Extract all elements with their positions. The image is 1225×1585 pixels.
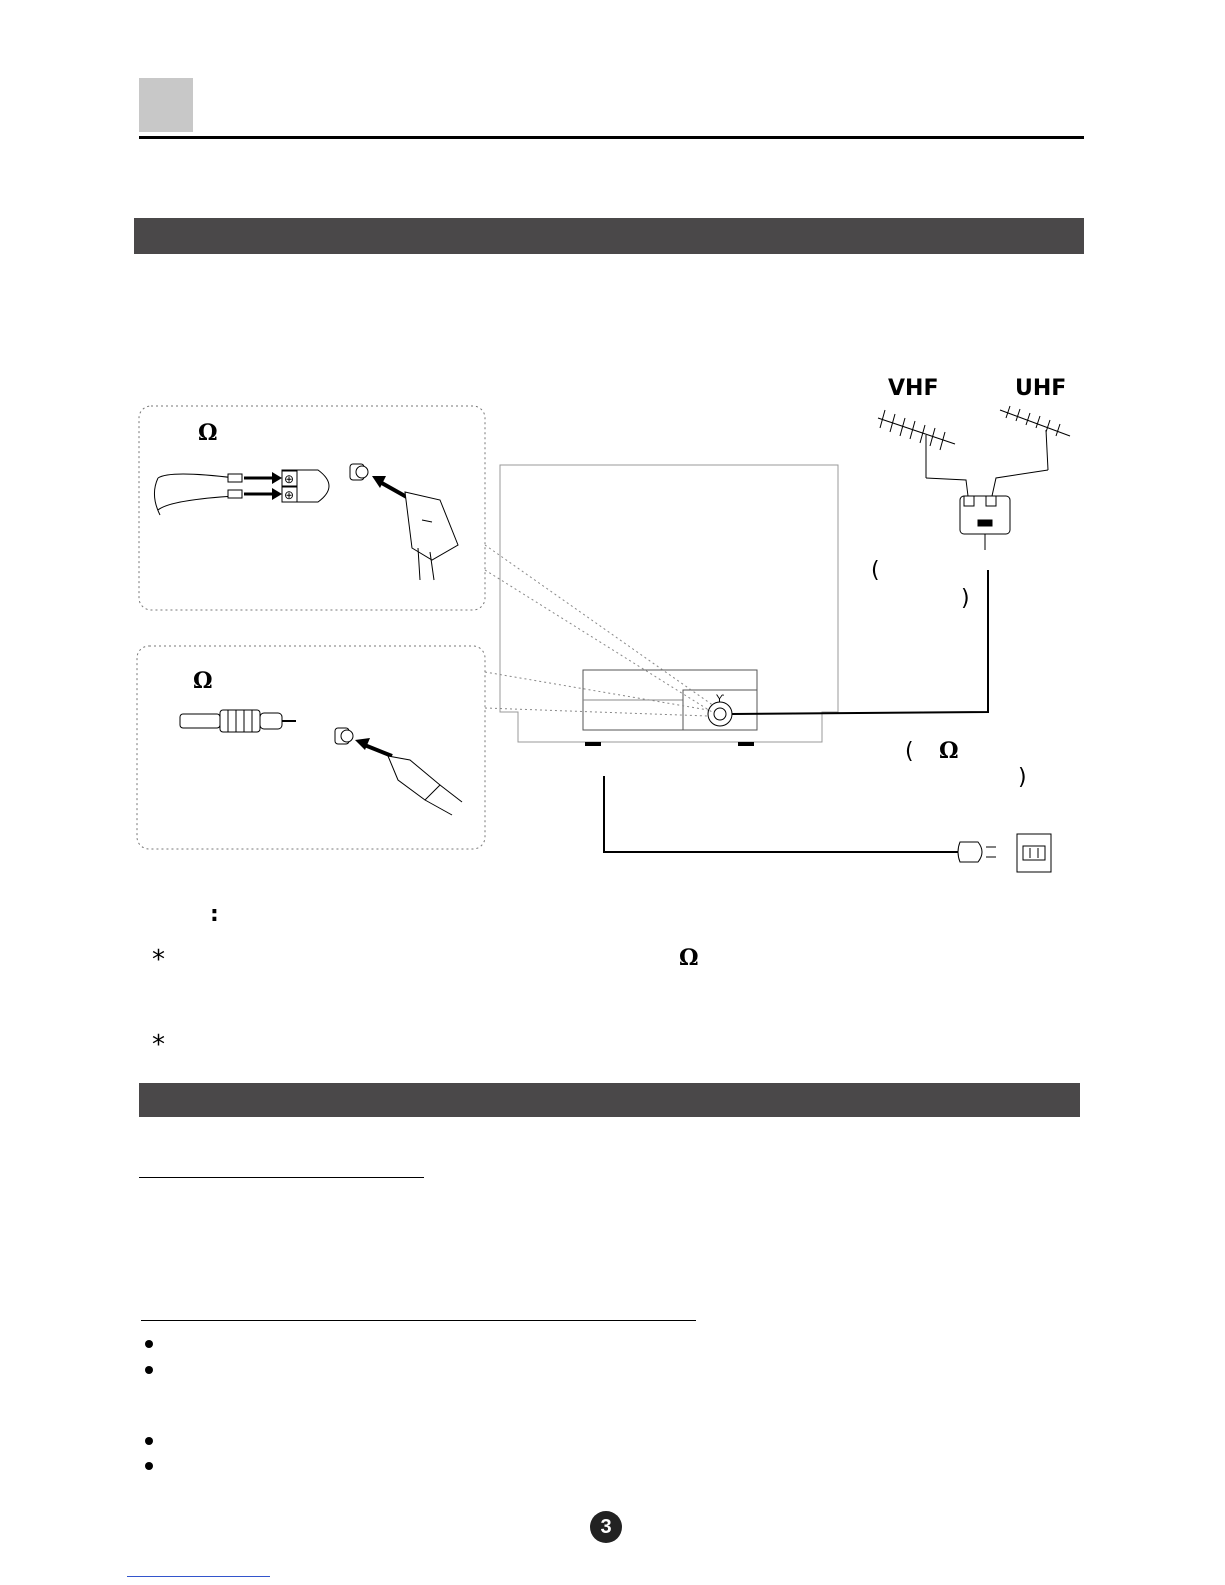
vhf-antenna-icon [878,410,968,496]
ohm-symbol: Ω [679,945,699,971]
mixer-box [960,496,1010,550]
vhf-label: VHF [888,376,939,401]
wall-outlet-icon [1017,834,1051,872]
note-colon: : [210,902,219,927]
uhf-label: UHF [1015,376,1067,401]
inset-75-ohm [137,646,485,849]
paren-open: ( [871,558,880,583]
antenna-input-jack [708,693,732,726]
footer-link-underline[interactable] [127,1576,270,1577]
ohm-symbol: Ω [198,420,218,446]
twin-lead-cable [154,474,242,515]
balun-plug [405,492,458,580]
underline-rule [139,1177,424,1178]
note-asterisk: * [152,945,165,975]
svg-text:⊕: ⊕ [283,488,295,502]
bullet-dot [145,1366,153,1374]
paren-close: ) [961,586,970,611]
arrow-icon [355,738,392,756]
power-plug-icon [958,842,996,862]
paren-close: ) [1018,765,1027,790]
page-number: 3 [590,1511,622,1543]
ohm-symbol: Ω [193,668,213,694]
svg-text:ϒ: ϒ [715,693,725,705]
underline-rule [141,1320,696,1321]
leader-lines [485,545,714,716]
bullet-dot [145,1437,153,1445]
bullet-dot [145,1462,153,1470]
balun-adapter [282,470,329,502]
arrow-icon [244,472,282,500]
antenna-socket-icon [350,464,368,480]
coax-plug [388,756,462,815]
bullet-dot [145,1340,153,1348]
section-bar-power [139,1083,1080,1117]
coax-cable [180,710,296,732]
svg-text:⊕: ⊕ [283,472,295,486]
antenna-cable [732,570,988,714]
paren-open: ( [905,739,914,764]
note-asterisk: * [152,1030,165,1060]
antenna-socket-icon [335,728,353,744]
uhf-antenna-icon [992,406,1070,496]
power-cord [604,776,960,852]
ohm-symbol: Ω [939,738,959,764]
